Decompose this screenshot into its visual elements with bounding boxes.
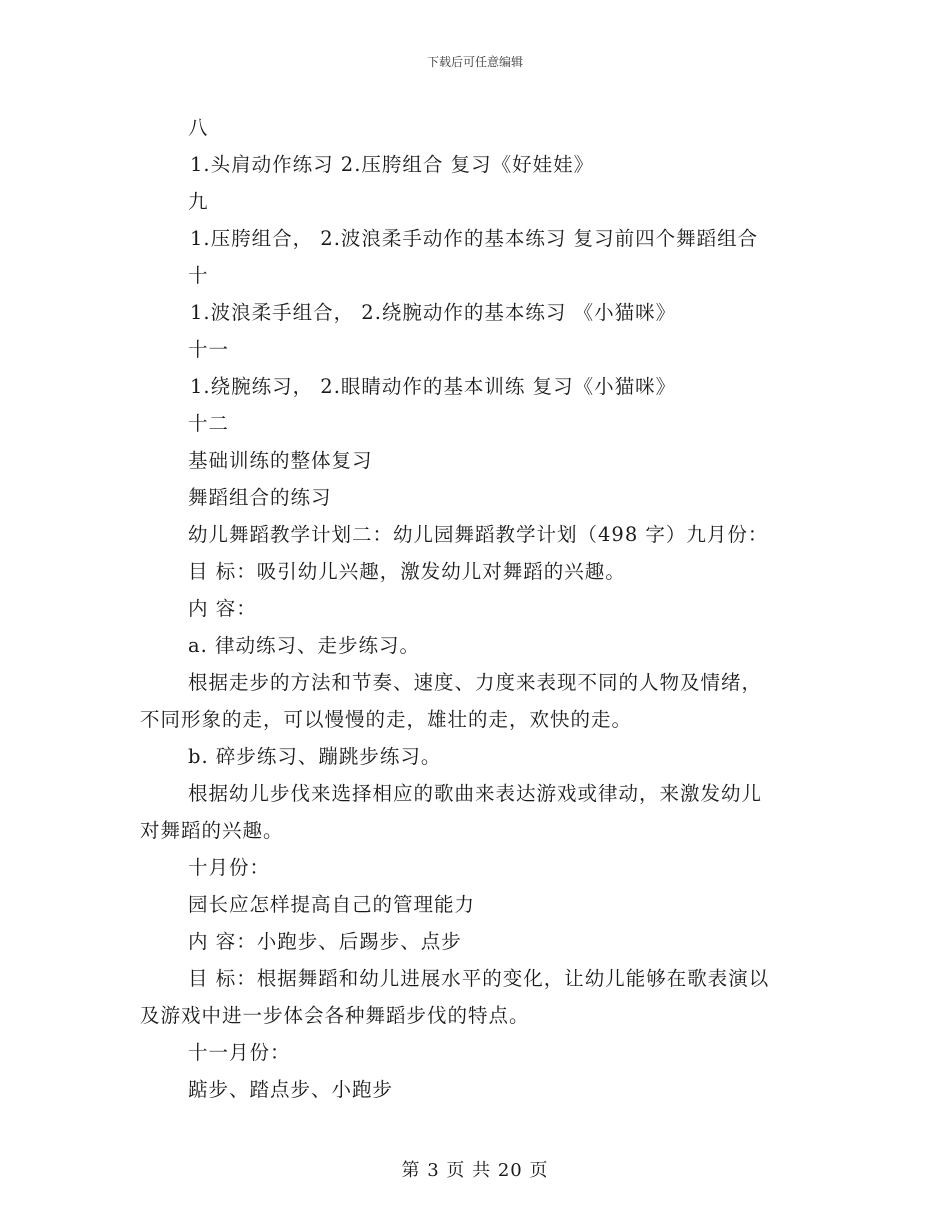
body-line: 内 容： (188, 597, 257, 620)
body-line: 目 标：根据舞蹈和幼儿进展水平的变化，让幼儿能够在歌表演以 (188, 967, 770, 990)
body-line: b. 碎步练习、蹦跳步练习。 (188, 745, 442, 768)
body-line: 1.绕腕练习， 2.眼睛动作的基本训练 复习《小猫咪》 (190, 375, 677, 398)
body-line: 幼儿舞蹈教学计划二：幼儿园舞蹈教学计划（498 字）九月份： (188, 523, 769, 546)
page-footer: 第 3 页 共 20 页 (401, 1160, 549, 1181)
body-line: 舞蹈组合的练习 (188, 486, 332, 509)
body-line: a. 律动练习、走步练习。 (188, 634, 421, 657)
body-line: 目 标：吸引幼儿兴趣，激发幼儿对舞蹈的兴趣。 (188, 560, 626, 583)
section-heading-8: 八 (188, 116, 209, 139)
body-line: 1.压胯组合， 2.波浪柔手动作的基本练习 复习前四个舞蹈组合 (190, 227, 759, 250)
body-line: 内 容：小跑步、后踢步、点步 (188, 930, 462, 953)
body-line: 十月份： (188, 856, 271, 879)
body-line: 根据幼儿步伐来选择相应的歌曲来表达游戏或律动，来激发幼儿 (188, 782, 763, 805)
body-line: 1.头肩动作练习 2.压胯组合 复习《好娃娃》 (190, 153, 595, 176)
section-heading-12: 十二 (188, 412, 230, 435)
body-line: 十一月份： (188, 1041, 291, 1064)
body-line: 不同形象的走，可以慢慢的走，雄壮的走，欢快的走。 (140, 708, 633, 731)
body-line: 根据走步的方法和节奏、速度、力度来表现不同的人物及情绪， (188, 671, 763, 694)
page-header: 下载后可任意编辑 (426, 55, 523, 69)
body-line: 对舞蹈的兴趣。 (140, 819, 284, 842)
section-heading-10: 十 (188, 264, 209, 287)
body-line: 1.波浪柔手组合， 2.绕腕动作的基本练习 《小猫咪》 (190, 301, 677, 324)
section-heading-9: 九 (188, 190, 209, 213)
body-line: 及游戏中进一步体会各种舞蹈步伐的特点。 (140, 1004, 530, 1027)
section-heading-11: 十一 (188, 338, 230, 361)
body-line: 踮步、踏点步、小跑步 (188, 1078, 394, 1101)
body-line: 基础训练的整体复习 (188, 449, 373, 472)
body-line: 园长应怎样提高自己的管理能力 (188, 893, 476, 916)
